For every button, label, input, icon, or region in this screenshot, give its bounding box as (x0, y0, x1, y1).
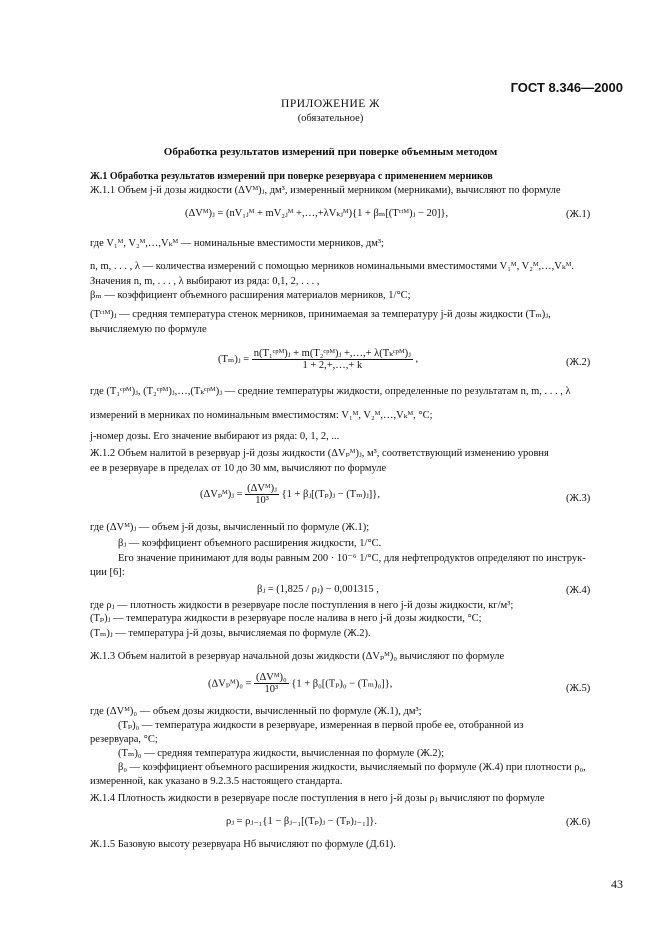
equation-j3 (200, 482, 380, 506)
equation-number-j5: (Ж.5) (566, 683, 591, 694)
eq5-fraction (254, 672, 289, 695)
appendix-title: ПРИЛОЖЕНИЕ Ж (281, 98, 380, 110)
paragraph-j1-1: Ж.1.1 Объем j-й дозы жидкости (ΔVᴹ)ⱼ, дм³, измеренный мерником (мерниками), вычисляют по формуле (90, 185, 561, 196)
where-first-sample-temp-2: резервуара, °С; (90, 734, 158, 745)
paragraph-j1-4: Ж.1.4 Плотность жидкости в резервуаре после поступления в него j-й дозы ρⱼ вычисляют по формуле (90, 793, 545, 804)
where-avg-temps-2: измерений в мерниках по номинальным вместимостям: V₁ᴹ, V₂ᴹ,…,Vₖᴹ, °С; (90, 410, 433, 421)
page-number: 43 (611, 877, 623, 891)
standard-header: ГОСТ 8.346—2000 (510, 80, 623, 95)
paragraph-j1-2-cont: ее в резервуаре в пределах от 10 до 30 мм, вычисляют по формуле (90, 463, 387, 474)
line-values: Значения n, m, . . . , λ выбирают из ряда: 0,1, 2, . . . , (90, 276, 320, 287)
eq5-denominator: 10³ (264, 684, 279, 695)
line-wall-temp-2: вычисляемую по формуле (90, 324, 207, 335)
eq3-fraction (245, 482, 279, 506)
eq3-denominator: 10³ (255, 495, 269, 506)
equation-j2: (Tₘ)ⱼ = $\frac{\text{n(T₁ᶜᵖᴹ)ⱼ + m(T₂ᶜᵖᴹ)ⱼ +,…,+ λ(Tₖᶜᵖᴹ)ⱼ}}{1 + 2,+,\dots,+ k}$ , (218, 348, 419, 371)
line-beta: βₘ — коэффициент объемного расширения материалов мерников, 1/°С; (90, 290, 411, 301)
equation-number-j1: (Ж.1) (566, 209, 591, 220)
where-initial-volume: где (ΔVᴹ)₀ — объем дозы жидкости, вычисленный по формуле (Ж.1), дм³; (90, 706, 422, 717)
equation-number-j6: (Ж.6) (566, 817, 591, 828)
eq2-numerator: n(T₁ᶜᵖᴹ)ⱼ + m(T₂ᶜᵖᴹ)ⱼ +,…,+ λ(Tₖᶜᵖᴹ)ⱼ (253, 348, 411, 359)
where-beta-j: βⱼ — коэффициент объемного расширения жидкости, 1/°С. (118, 538, 382, 549)
equation-number-j4: (Ж.4) (566, 585, 591, 596)
line-counts: n, m, . . . , λ — количества измерений с помощью мерников номинальными вместимостями V₁ᴹ, V₂ᴹ,…,Vₖᴹ. (90, 261, 574, 272)
appendix-status: (обязательное) (297, 113, 364, 124)
equation-number-j2: (Ж.2) (566, 357, 591, 368)
eq2-lhs: (Tₘ)ⱼ = (218, 354, 250, 365)
where-beta-ref: ции [6]: (90, 567, 125, 578)
where-beta-value: Его значение принимают для воды равным 200 · 10⁻⁶ 1/°С, для нефтепродуктов определяют по инструк- (118, 553, 586, 564)
section-j1-title: Ж.1 Обработка результатов измерений при поверке резервуара с применением мерников (90, 171, 493, 182)
appendix-heading: Обработка результатов измерений при поверке объемным методом (163, 146, 498, 158)
eq5-lhs: (ΔVₚᴹ)₀ = (208, 678, 252, 690)
paragraph-j1-2: Ж.1.2 Объем налитой в резервуар j-й дозы жидкости (ΔVₚᴹ)ⱼ, м³, соответствующий изменению уровня (90, 448, 549, 459)
where-first-sample-temp: (Tₚ)₀ — температура жидкости в резервуаре, измеренная в первой пробе ее, отобранной из (118, 720, 524, 731)
where-measures: где V₁ᴹ, V₂ᴹ,…,Vₖᴹ — номинальные вместимости мерников, дм³; (90, 238, 384, 249)
equation-j4: βⱼ = (1,825 / ρⱼ) − 0,001315 , (257, 584, 379, 595)
where-avg-temps: где (T₁ᶜᵖᴹ)ⱼ, (T₂ᶜᵖᴹ)ⱼ,…,(Tₖᶜᵖᴹ)ⱼ — средние температуры жидкости, определенные по результатам n, m, . . . , λ (90, 386, 571, 397)
line-dose-number: j-номер дозы. Его значение выбирают из ряда: 0, 1, 2, ... (90, 431, 340, 442)
equation-j5 (208, 672, 392, 695)
eq5-numerator: (ΔVᴹ)₀ (256, 672, 287, 683)
line-wall-temp: (Tᶜᵗᴹ)ⱼ — средняя температура стенок мерников, принимаемая за температуру j-й дозы жидкости (Tₘ)ⱼ, (90, 309, 551, 320)
where-avg-temp-0: (Tₘ)₀ — средняя температура жидкости, вычисленная по формуле (Ж.2); (118, 748, 445, 759)
paragraph-j1-5: Ж.1.5 Базовую высоту резервуара Hб вычисляют по формуле (Д.61). (90, 839, 396, 850)
where-dose-temp: (Tₘ)ⱼ — температура j-й дозы, вычисляемая по формуле (Ж.2). (90, 628, 371, 639)
where-beta-0: β₀ — коэффициент объемного расширения жидкости, вычисляемый по формуле (Ж.4) при плотности ρ₀, (118, 762, 586, 773)
eq5-rhs: {1 + β₀[(Tₚ)₀ − (Tₘ)₀]}, (291, 678, 393, 690)
equation-number-j3: (Ж.3) (566, 493, 591, 504)
equation-j6: ρⱼ = ρⱼ₋₁{1 − βⱼ₋₁[(Tₚ)ⱼ − (Tₚ)ⱼ₋₁]}. (226, 816, 377, 827)
eq3-rhs: {1 + βⱼ[(Tₚ)ⱼ − (Tₘ)ⱼ]}, (281, 489, 380, 500)
eq2-fraction (252, 347, 413, 371)
where-beta-0-2: измеренной, как указано в 9.2.3.5 настоящего стандарта. (90, 776, 343, 787)
equation-j1: (ΔVᴹ)ⱼ = (nV₁ⱼᴹ + mV₂ⱼᴹ +,…,+λVₖⱼᴹ){1 + βₘ[(Tᶜᵗᴹ)ⱼ − 20]}, (185, 208, 449, 219)
eq3-lhs: (ΔVₚᴹ)ⱼ = (200, 489, 243, 500)
eq3-numerator: (ΔVᴹ)ⱼ (247, 483, 277, 494)
eq2-denominator: 1 + 2,+,…,+ k (302, 360, 363, 371)
where-density: где ρⱼ — плотность жидкости в резервуаре после поступления в него j-й дозы жидкости, кг/м³; (90, 600, 514, 611)
where-dose-volume: где (ΔVᴹ)ⱼ — объем j-й дозы, вычисленный по формуле (Ж.1); (90, 522, 370, 533)
where-tank-temp: (Tₚ)ⱼ — температура жидкости в резервуаре после налива в него j-й дозы жидкости, °С; (90, 613, 482, 624)
paragraph-j1-3: Ж.1.3 Объем налитой в резервуар начальной дозы жидкости (ΔVₚᴹ)₀ вычисляют по формуле (90, 651, 505, 662)
